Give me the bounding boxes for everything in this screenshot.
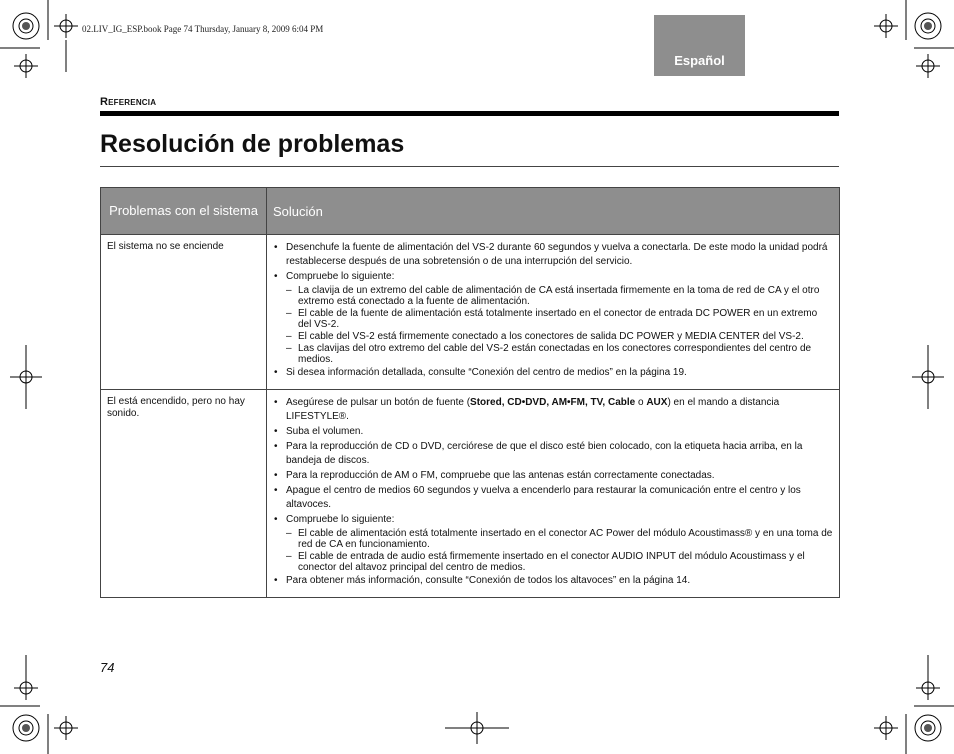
list-item: • Para la reproducción de AM o FM, compruebe que las antenas están correctamente conectadas. xyxy=(273,470,833,482)
solution-cell xyxy=(267,390,840,598)
title-rule xyxy=(100,166,839,167)
sub-list-item: – El cable de entrada de audio está firmemente insertado en el conector AUDIO INPUT del módulo Acoustimass y el conector del altavoz principal del centro de medios. xyxy=(286,551,833,573)
list-item: • Si desea información detallada, consulte “Conexión del centro de medios” en la página 19. xyxy=(273,367,833,379)
sub-list xyxy=(286,528,833,573)
table-header-row xyxy=(101,188,840,235)
list-item xyxy=(273,514,833,573)
list-item: • Desenchufe la fuente de alimentación del VS-2 durante 60 segundos y vuelva a conectarla. De este modo la unidad podrá restablecerse después de una sobretensión o de una interrupción del servicio. xyxy=(273,241,833,269)
list-item: • Para la reproducción de CD o DVD, cerciórese de que el disco esté bien colocado, con la etiqueta hacia arriba, en la bandeja de discos. xyxy=(273,440,833,468)
print-header: 02.LIV_IG_ESP.book Page 74 Thursday, January 8, 2009 6:04 PM xyxy=(82,24,324,34)
list-item: • Suba el volumen. xyxy=(273,426,833,438)
header-rule xyxy=(100,111,839,116)
sub-list-item: – El cable del VS-2 está firmemente conectado a los conectores de salida DC POWER y MEDIA CENTER del VS-2. xyxy=(286,331,833,342)
list-item-text: Asegúrese de pulsar un botón de fuente ( xyxy=(286,397,471,408)
table-row xyxy=(101,390,840,598)
list-item: • Para obtener más información, consulte “Conexión de todos los altavoces” en la página 14. xyxy=(273,575,833,587)
source-buttons-text: Stored, CD•DVD, AM•FM, TV, Cable xyxy=(470,397,636,408)
problem-cell: El está encendido, pero no hay sonido. xyxy=(101,390,267,598)
language-tab-label: Español xyxy=(674,53,725,68)
column-header-solution: Solución xyxy=(267,188,840,235)
problem-cell: El sistema no se enciende xyxy=(101,235,267,390)
page-title: Resolución de problemas xyxy=(100,130,405,158)
sub-list-item: – El cable de alimentación está totalmente insertado en el conector AC Power del módulo Acoustimass® y en una toma de red de CA en funcionamiento. xyxy=(286,528,833,550)
section-label: Referencia xyxy=(100,96,157,108)
page-number: 74 xyxy=(100,660,115,675)
list-item-text: Compruebe lo siguiente: xyxy=(286,271,395,282)
solution-cell xyxy=(267,235,840,390)
sub-list-item: – El cable de la fuente de alimentación está totalmente insertado en el conector de entrada DC POWER en un extremo del VS-2. xyxy=(286,308,833,330)
sub-list-item: – La clavija de un extremo del cable de alimentación de CA está insertada firmemente en la toma de red de CA y el otro extremo está conectado a la fuente de alimentación. xyxy=(286,285,833,307)
solution-list xyxy=(273,241,833,379)
list-item xyxy=(273,396,833,424)
list-item xyxy=(273,271,833,365)
table-row xyxy=(101,235,840,390)
list-item: • Apague el centro de medios 60 segundos y vuelva a encenderlo para restaurar la comunicación entre el centro y los altavoces. xyxy=(273,484,833,512)
list-item-text: Compruebe lo siguiente: xyxy=(286,514,395,525)
list-item-text: ) en el mando a distancia LIFESTYLE®. xyxy=(286,397,780,422)
sub-list-item: – Las clavijas del otro extremo del cable del VS-2 están conectadas en los conectores correspondientes del centro de medios. xyxy=(286,343,833,365)
aux-button-text: AUX xyxy=(646,397,668,408)
language-tab xyxy=(654,15,745,76)
sub-list xyxy=(286,285,833,365)
column-header-problem: Problemas con el sistema xyxy=(101,188,267,235)
list-item-text: o xyxy=(635,397,647,408)
solution-list xyxy=(273,396,833,587)
troubleshooting-table xyxy=(100,187,840,598)
